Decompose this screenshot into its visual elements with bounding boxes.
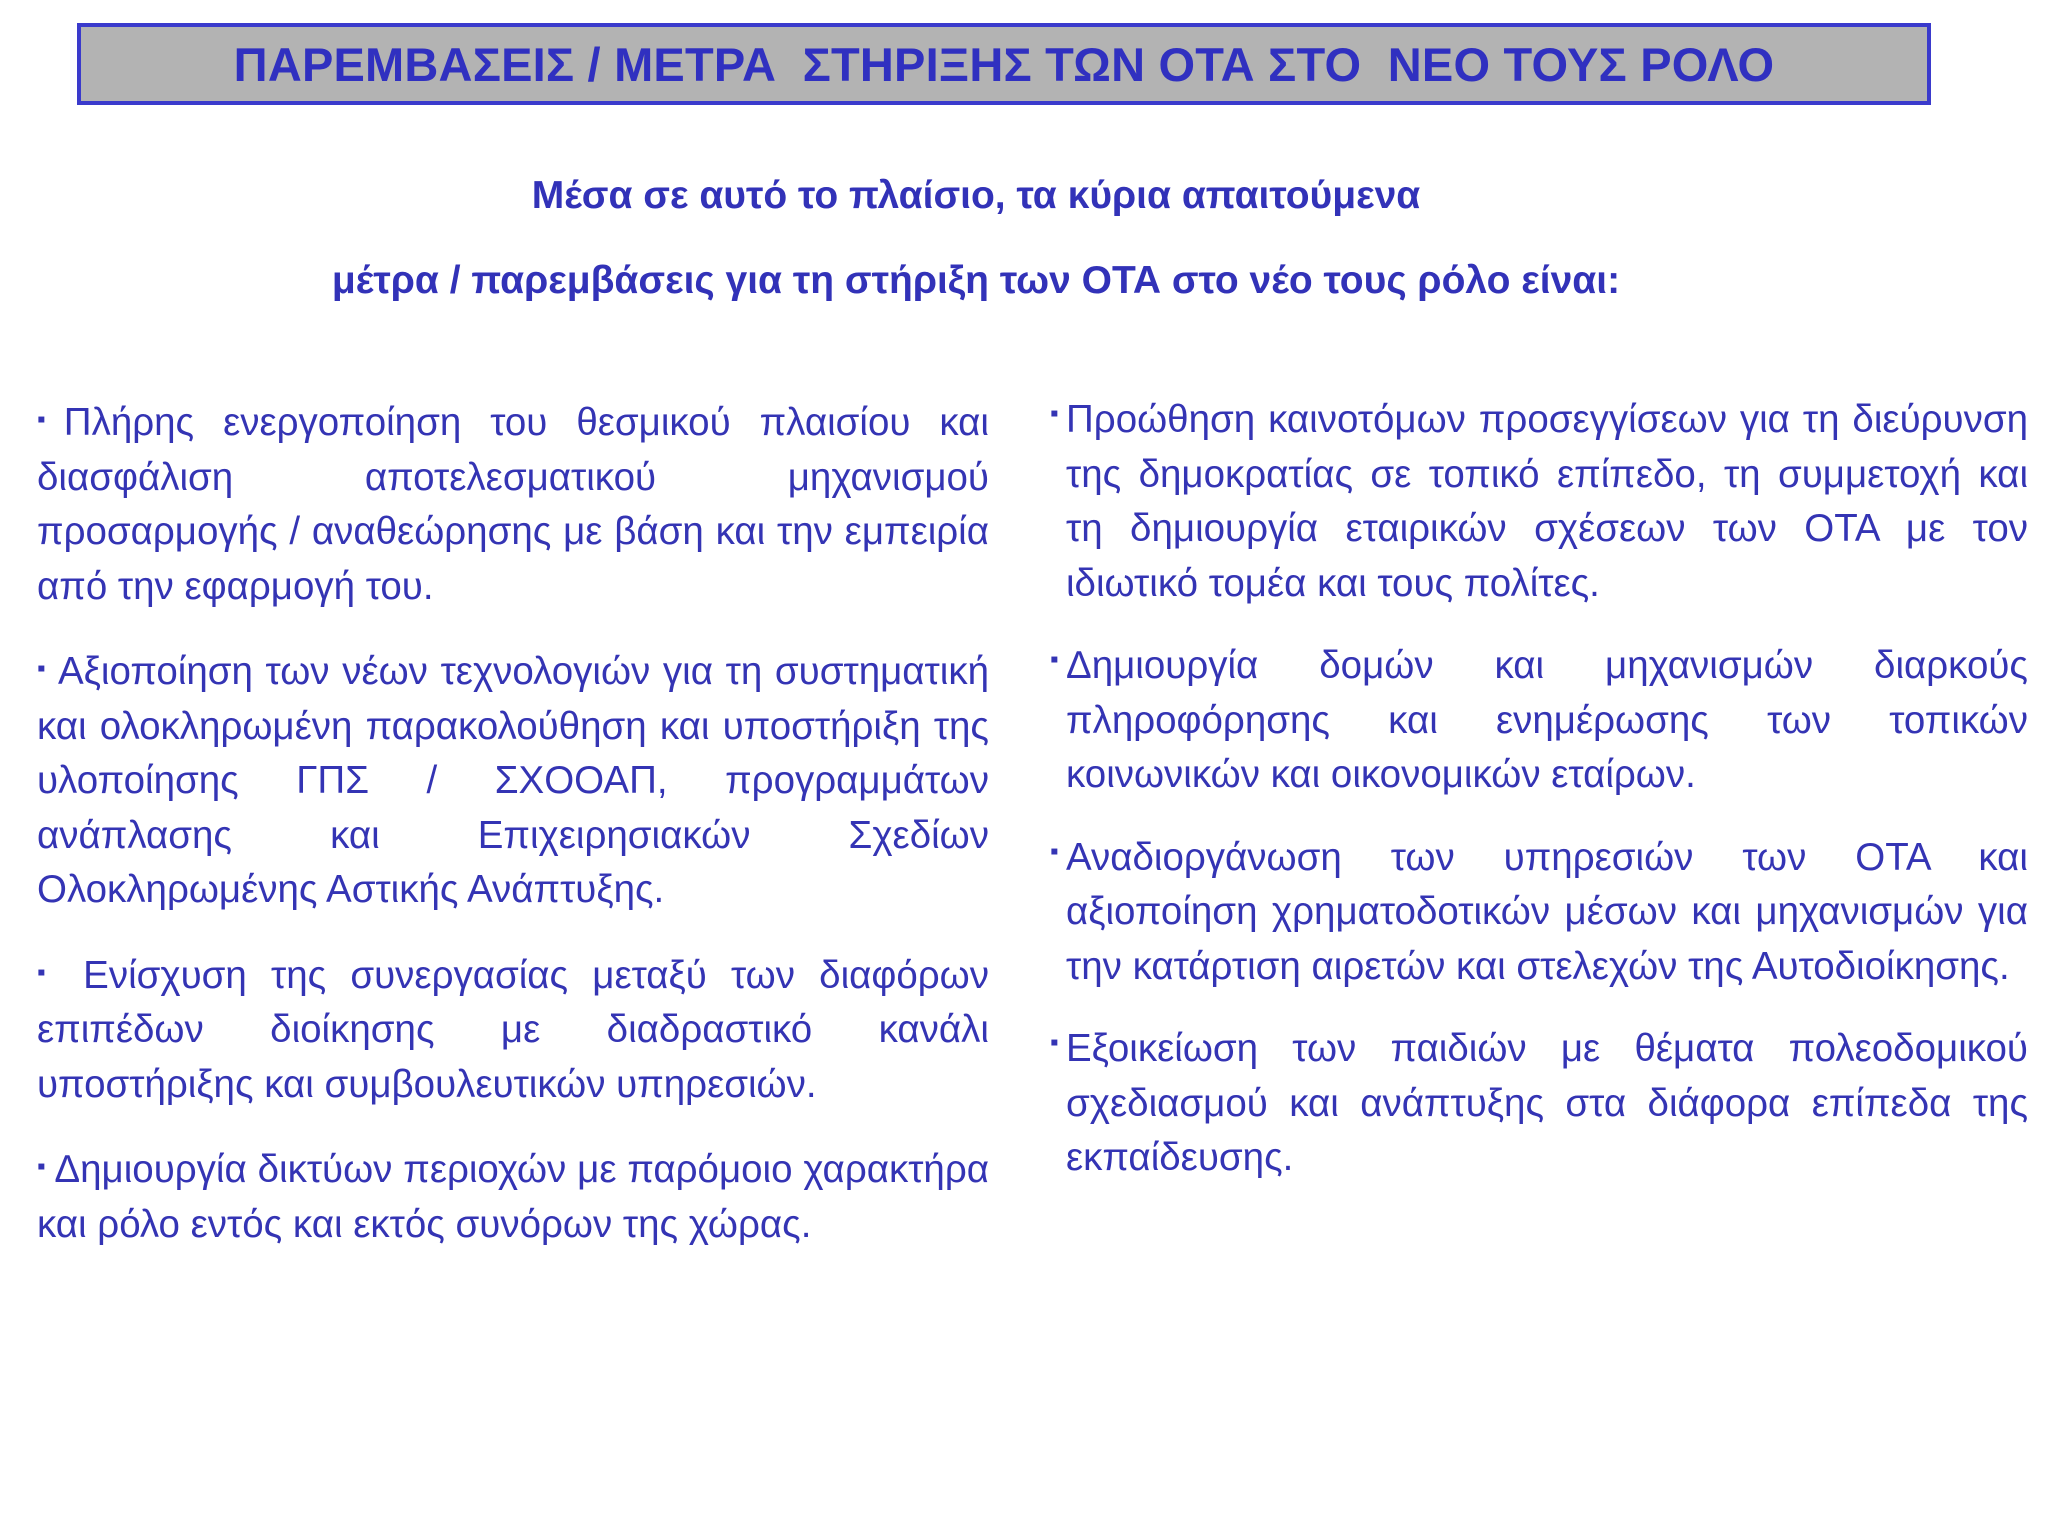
bullet-square-icon: ▪ bbox=[1050, 837, 1059, 865]
list-item bbox=[1044, 393, 2028, 611]
list-item bbox=[37, 946, 989, 1113]
intro-line-1: Μέσα σε αυτό το πλαίσιο, τα κύρια απαιτούμενα bbox=[531, 174, 1421, 217]
list-item-text: Πλήρης ενεργοποίηση του θεσμικού πλαισίου και διασφάλιση αποτελεσματικού μηχανισμού προσαρμογής / αναθεώρησης με βάση και την εμπειρία από την εφαρμογή του. bbox=[37, 401, 989, 608]
left-column bbox=[37, 393, 989, 1280]
list-item-text: Προώθηση καινοτόμων προσεγγίσεων για τη διεύρυνση της δημοκρατίας σε τοπικό επίπεδο, τη συμμετοχή και τη δημιουργία εταιρικών σχέσεων των ΟΤΑ με τον ιδιωτικό τομέα και τους πολίτες. bbox=[1066, 398, 2028, 605]
list-item bbox=[1044, 831, 2028, 995]
title-banner bbox=[77, 23, 1931, 105]
bullet-square-icon: ▪ bbox=[1050, 1029, 1059, 1056]
list-item bbox=[37, 642, 989, 918]
list-item bbox=[1044, 1022, 2028, 1186]
bullet-square-icon: ▪ bbox=[1050, 646, 1059, 673]
bullet-square-icon: ▪ bbox=[37, 655, 48, 682]
list-item-text: Δημιουργία δικτύων περιοχών με παρόμοιο χαρακτήρα και ρόλο εντός και εκτός συνόρων της χώρας. bbox=[37, 1148, 990, 1246]
list-item-text: Δημιουργία δομών και μηχανισμών διαρκούς πληροφόρησης και ενημέρωσης των τοπικών κοινωνικών και οικονομικών εταίρων. bbox=[1066, 644, 2028, 796]
intro-line-2: μέτρα / παρεμβάσεις για τη στήριξη των ΟΤΑ στο νέο τους ρόλο είναι: bbox=[331, 259, 1621, 302]
list-item-text: Εξοικείωση των παιδιών με θέματα πολεοδομικού σχεδιασμού και ανάπτυξης στα διάφορα επίπεδα της εκπαίδευσης. bbox=[1066, 1027, 2028, 1179]
list-item-text: Ενίσχυση της συνεργασίας μεταξύ των διαφόρων επιπέδων διοίκησης με διαδραστικό κανάλι υποστήριξης και συμβουλευτικών υπηρεσιών. bbox=[37, 953, 989, 1106]
bullet-square-icon: ▪ bbox=[1050, 400, 1059, 427]
bullet-square-icon: ▪ bbox=[37, 1153, 46, 1180]
list-item bbox=[1044, 639, 2028, 803]
list-item bbox=[37, 393, 989, 614]
list-item-text: Αξιοποίηση των νέων τεχνολογιών για τη συστηματική και ολοκληρωμένη παρακολούθηση και υποστήριξη της υλοποίησης ΓΠΣ / ΣΧΟΟΑΠ, προγραμμάτων ανάπλασης και Επιχειρησιακών Σχεδίων Ολοκληρωμένης Αστικής Ανάπτυξης. bbox=[37, 650, 989, 911]
list-item bbox=[37, 1140, 989, 1252]
bullet-square-icon: ▪ bbox=[37, 958, 59, 986]
bullet-square-icon: ▪ bbox=[37, 406, 64, 433]
list-item-text: Αναδιοργάνωση των υπηρεσιών των ΟΤΑ και αξιοποίηση χρηματοδοτικών μέσων και μηχανισμών για την κατάρτιση αιρετών και στελεχών της Αυτοδιοίκησης. bbox=[1066, 835, 2028, 988]
page-title: ΠΑΡΕΜΒΑΣΕΙΣ / ΜΕΤΡΑ ΣΤΗΡΙΞΗΣ ΤΩΝ ΟΤΑ ΣΤΟ ΝΕΟ ΤΟΥΣ ΡΟΛΟ bbox=[233, 37, 1775, 91]
right-column bbox=[1044, 393, 2028, 1214]
